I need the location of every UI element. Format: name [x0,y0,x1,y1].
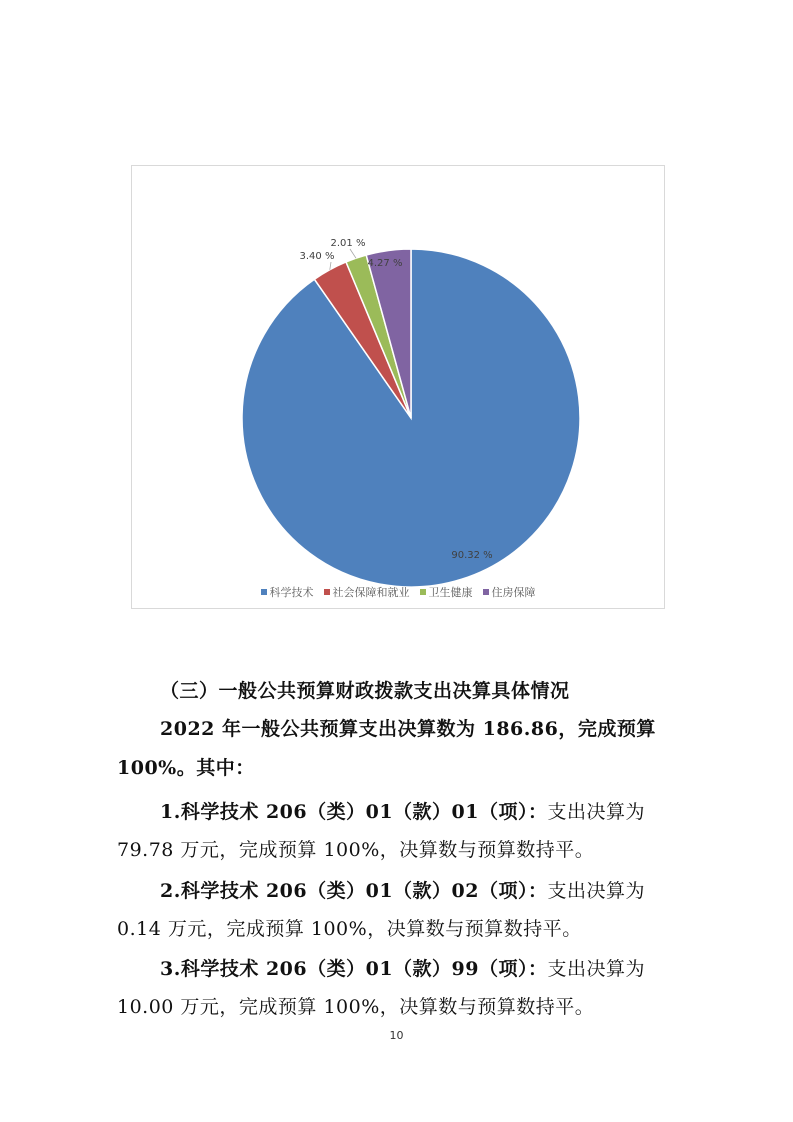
legend-label: 卫生健康 [428,586,473,599]
slice-data-label: 90.32 % [451,550,493,561]
pie-chart [132,166,664,608]
item-1-tail: 支出决算为 [547,801,646,823]
intro-line-1: 2022 年一般公共预算支出决算数为 186.86，完成预算 [160,718,656,740]
item-1-line-2: 79.78 万元，完成预算 100%，决算数与预算数持平。 [117,839,595,861]
legend-label: 住房保障 [491,586,536,599]
slice-data-label: 4.27 % [367,258,403,269]
legend-label: 社会保障和就业 [332,586,410,599]
leader-line [350,249,356,258]
legend-item-health [420,584,473,600]
item-2-line-1 [160,876,645,903]
item-3-head: 3.科学技术 206（类）01（款）99（项）： [160,958,548,980]
chart-legend [132,584,664,600]
slice-data-label: 3.40 % [299,251,335,262]
intro-line-2: 100%。其中： [117,757,255,779]
legend-swatch-health [420,589,426,595]
legend-label: 科学技术 [269,586,314,599]
item-2-tail: 支出决算为 [547,880,646,902]
pie-chart-frame [131,165,665,609]
legend-swatch-housing [483,589,489,595]
item-1-line-1 [160,797,645,824]
item-1-head: 1.科学技术 206（类）01（款）01（项）： [160,801,548,823]
slice-data-label: 2.01 % [330,238,366,249]
item-3-line-2: 10.00 万元，完成预算 100%，决算数与预算数持平。 [117,996,595,1018]
legend-swatch-science [261,589,267,595]
legend-swatch-social-security [324,589,330,595]
page-number: 10 [389,1029,404,1042]
item-3-tail: 支出决算为 [547,958,646,980]
item-2-line-2: 0.14 万元，完成预算 100%，决算数与预算数持平。 [117,918,582,940]
section-heading: （三）一般公共预算财政拨款支出决算具体情况 [160,680,570,702]
legend-item-housing [483,584,536,600]
legend-item-social-security [324,584,410,600]
item-2-head: 2.科学技术 206（类）01（款）02（项）： [160,880,548,902]
legend-item-science [261,584,314,600]
item-3-line-1 [160,954,645,981]
